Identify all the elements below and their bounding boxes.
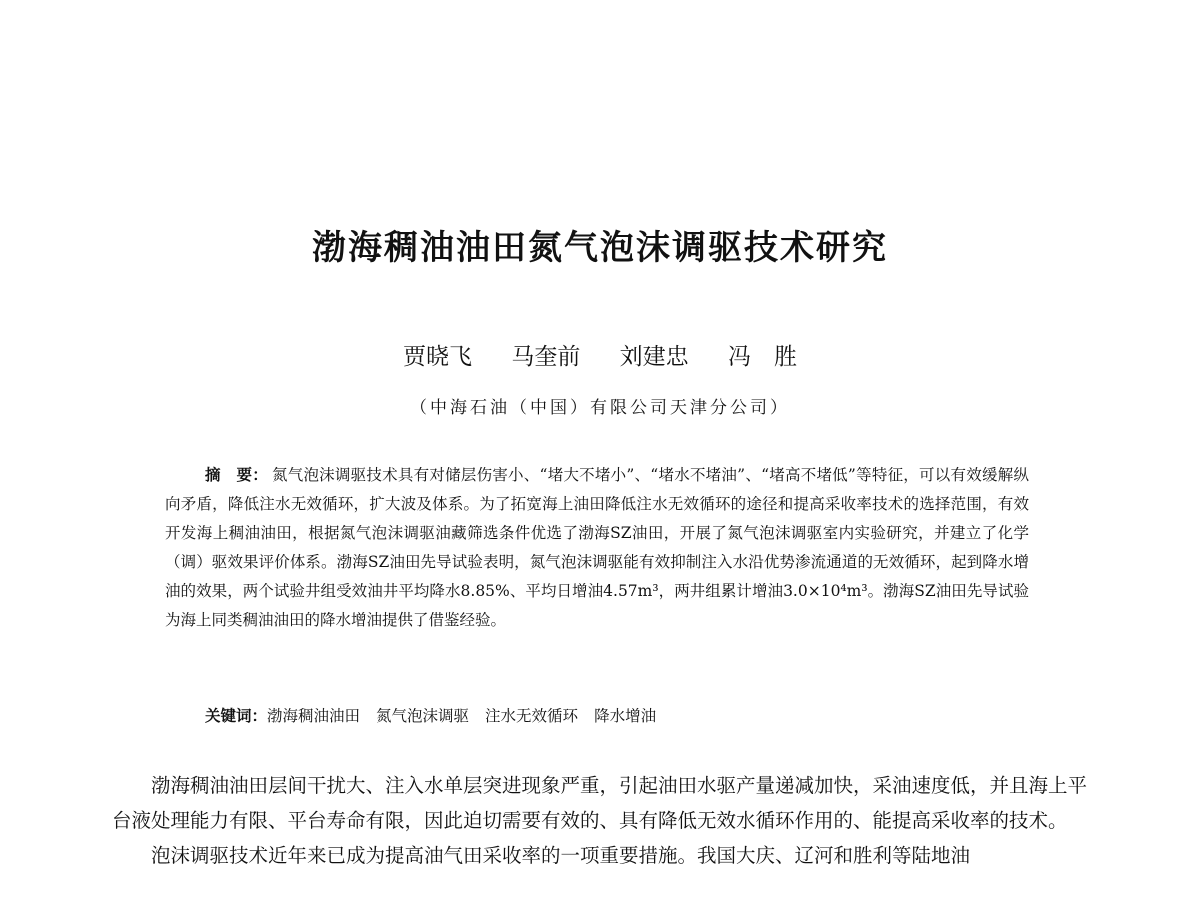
paper-title: 渤海稠油油田氮气泡沫调驱技术研究 <box>312 228 888 268</box>
keyword: 氮气泡沫调驱 <box>376 707 470 725</box>
keywords <box>205 702 672 730</box>
author-name: 刘建忠 <box>619 344 689 370</box>
keyword: 注水无效循环 <box>485 707 579 725</box>
author-name: 贾晓飞 <box>403 344 473 370</box>
author-affiliation: （中海石油（中国）有限公司天津分公司） <box>410 398 790 418</box>
author-name: 马奎前 <box>511 344 581 370</box>
keyword: 渤海稠油油田 <box>267 707 361 725</box>
author-name: 冯 胜 <box>727 344 797 370</box>
keyword: 降水增油 <box>594 707 657 725</box>
keywords-label: 关键词： <box>205 706 268 725</box>
abstract-label: 摘 要： <box>205 465 268 484</box>
abstract <box>165 460 1029 635</box>
body-paragraph: 泡沫调驱技术近年来已成为提高油气田采收率的一项重要措施。我国大庆、辽河和胜利等陆地油 <box>151 844 971 867</box>
author-list <box>0 340 1200 374</box>
abstract-text: 氮气泡沫调驱技术具有对储层伤害小、“堵大不堵小”、“堵水不堵油”、“堵高不堵低”等特征，可以有效缓解纵向矛盾，降低注水无效循环，扩大波及体系。为了拓宽海上油田降低注水无效循环的途径和提高采收率技术的选择范围，有效开发海上稠油油田，根据氮气泡沫调驱油藏筛选条件优选了渤海SZ油田，开展了氮气泡沫调驱室内实验研究，并建立了化学（调）驱效果评价体系。渤海SZ油田先导试验表明，氮气泡沫调驱能有效抑制注入水沿优势渗流通道的无效循环，起到降水增油的效果，两个试验井组受效油井平均降水8.85%、平均日增油4.57m³，两井组累计增油3.0×10⁴m³。渤海SZ油田先导试验为海上同类稠油油田的降水增油提供了借鉴经验。 <box>165 466 1029 629</box>
body-paragraph: 渤海稠油油田层间干扰大、注入水单层突进现象严重，引起油田水驱产量递减加快，采油速度低，并且海上平台液处理能力有限、平台寿命有限，因此迫切需要有效的、具有降低无效水循环作用的、能提高采收率的技术。 <box>112 774 1088 832</box>
body-text <box>112 768 1087 873</box>
